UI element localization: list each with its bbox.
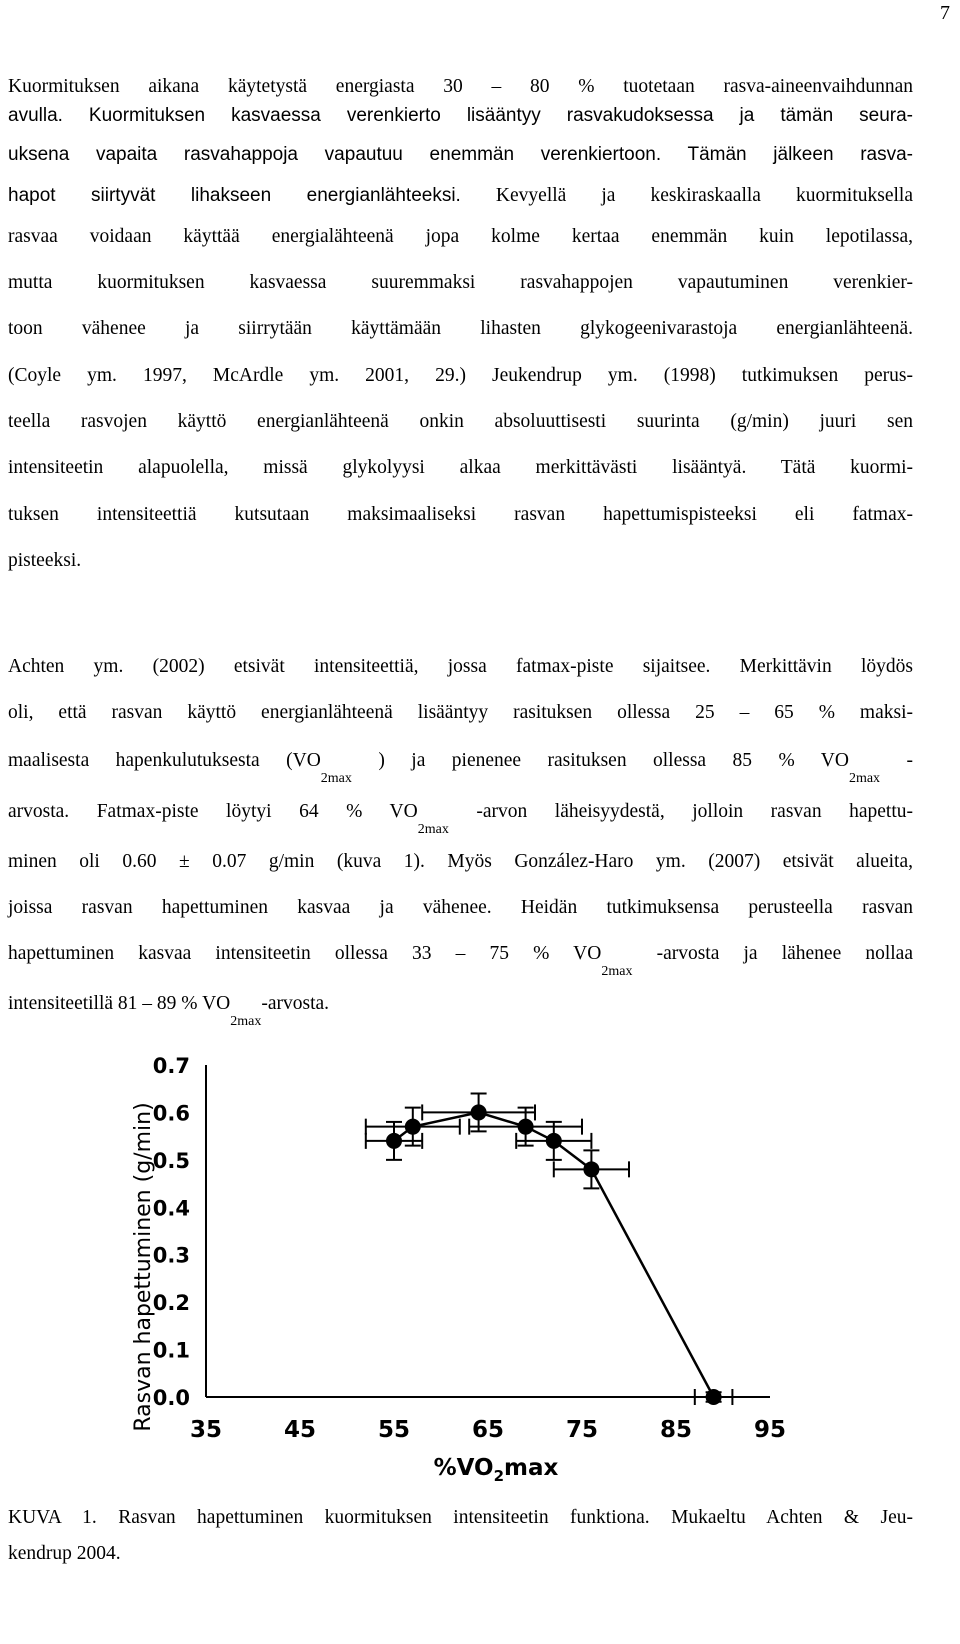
text-line: Kuormituksen aikana käytetystä energiasta 30 – 80 % tuotetaan rasva-aineenvaihdunnan (8, 76, 913, 97)
data-point (405, 1119, 421, 1135)
data-point (546, 1133, 562, 1149)
text-line: uksena vapaita rasvahappoja vapautuu enemmän verenkiertoon. Tämän jälkeen rasva- (8, 144, 913, 165)
y-tick-label: 0.2 (152, 1291, 190, 1316)
text-line: hapot siirtyvät lihakseen energianlähteeksi. Kevyellä ja keskiraskaalla kuormituksella (8, 185, 914, 206)
text-line: joissa rasvan hapettuminen kasvaa ja vähenee. Heidän tutkimuksensa perusteella rasvan (8, 897, 913, 918)
data-point (518, 1119, 534, 1135)
text-line: minen oli 0.60 ± 0.07 g/min (kuva 1). Myös González-Haro ym. (2007) etsivät alueita, (8, 851, 913, 872)
text-line: mutta kuormituksen kasvaessa suuremmaksi rasvahappojen vapautuminen verenkier- (8, 272, 913, 293)
x-tick-label: 45 (283, 1417, 317, 1443)
figure-caption (8, 1500, 913, 1572)
y-tick-label: 0.1 (152, 1338, 190, 1363)
y-tick-label: 0.5 (152, 1148, 190, 1173)
y-tick-label: 0.3 (152, 1243, 190, 1268)
subscript: 2max (417, 822, 449, 837)
data-point (386, 1133, 402, 1149)
text-line: pisteeksi. (8, 550, 82, 571)
y-tick-label: 0.0 (152, 1386, 190, 1410)
text-line: toon vähenee ja siirrytään käyttämään lihasten glykogeenivarastoja energianlähteenä. (8, 318, 913, 339)
y-tick-label: 0.7 (152, 1054, 190, 1078)
paragraph-1 (8, 74, 913, 584)
x-axis-label: $\%VO_2\max$ (433, 1455, 559, 1485)
subscript: 2max (320, 771, 352, 786)
x-tick-label: 35 (189, 1417, 223, 1443)
caption-line: kendrup 2004. (8, 1543, 121, 1564)
text-line: avulla. Kuormituksen kasvaessa verenkierto lisääntyy rasvakudoksessa ja tämän seura- (8, 105, 913, 126)
text-line: teella rasvojen käyttö energianlähteenä onkin absoluuttisesti suurinta (g/min) juuri sen (8, 411, 913, 432)
text-line: intensiteetin alapuolella, missä glykolyysi alkaa merkittävästi lisääntyä. Tätä kuormi- (8, 457, 913, 478)
x-tick-label: 95 (753, 1417, 787, 1443)
y-tick-label: 0.6 (152, 1101, 190, 1126)
x-tick-label: 65 (471, 1417, 505, 1443)
text-line: intensiteetillä 81 – 89 % $VO_{2max}$-arvosta. (8, 993, 330, 1029)
x-tick-label: 55 (377, 1417, 411, 1443)
subscript: 2max (230, 1014, 262, 1029)
caption-line: KUVA 1. Rasvan hapettuminen kuormituksen intensiteetin funktiona. Mukaeltu Achten & Jeu- (8, 1507, 913, 1528)
text-line: oli, että rasvan käyttö energianlähteenä lisääntyy rasituksen ollessa 25 – 65 % maksi- (8, 702, 913, 723)
data-point (706, 1389, 722, 1405)
subscript: 2max (848, 771, 881, 786)
data-point (583, 1161, 599, 1177)
figure-chart (120, 1045, 820, 1485)
text-line: rasvaa voidaan käyttää energialähteenä jopa kolme kertaa enemmän kuin lepotilassa, (8, 226, 913, 247)
y-tick-label: 0.4 (152, 1196, 190, 1221)
x-tick-label: 85 (659, 1417, 693, 1443)
fat-oxidation-chart (120, 1045, 820, 1485)
text-line: maalisesta hapenkulutuksesta ($VO_{2max}$ ) ja pienenee rasituksen ollessa 85 % $VO_{2max}$ - (8, 750, 913, 786)
page-number: 7 (940, 2, 950, 24)
text-line: (Coyle ym. 1997, McArdle ym. 2001, 29.) Jeukendrup ym. (1998) tutkimuksen perus- (8, 365, 913, 386)
x-tick-label: 75 (565, 1417, 599, 1443)
text-line: hapettuminen kasvaa intensiteetin ollessa 33 – 75 % $VO_{2max}$ -arvosta ja lähenee nollaa (8, 943, 913, 979)
text-line: Achten ym. (2002) etsivät intensiteettiä, jossa fatmax-piste sijaitsee. Merkittävin löydös (8, 656, 913, 677)
text-line: arvosta. Fatmax-piste löytyi 64 % $VO_{2max}$ -arvon läheisyydestä, jolloin rasvan hapettu- (8, 801, 913, 837)
paragraph-2 (8, 644, 913, 1030)
text-line: tuksen intensiteettiä kutsutaan maksimaaliseksi rasvan hapettumispisteeksi eli fatmax- (8, 504, 913, 525)
data-point (471, 1104, 487, 1120)
subscript: 2max (601, 964, 633, 979)
y-axis-label: Rasvan hapettuminen (g/min) (131, 1102, 156, 1432)
